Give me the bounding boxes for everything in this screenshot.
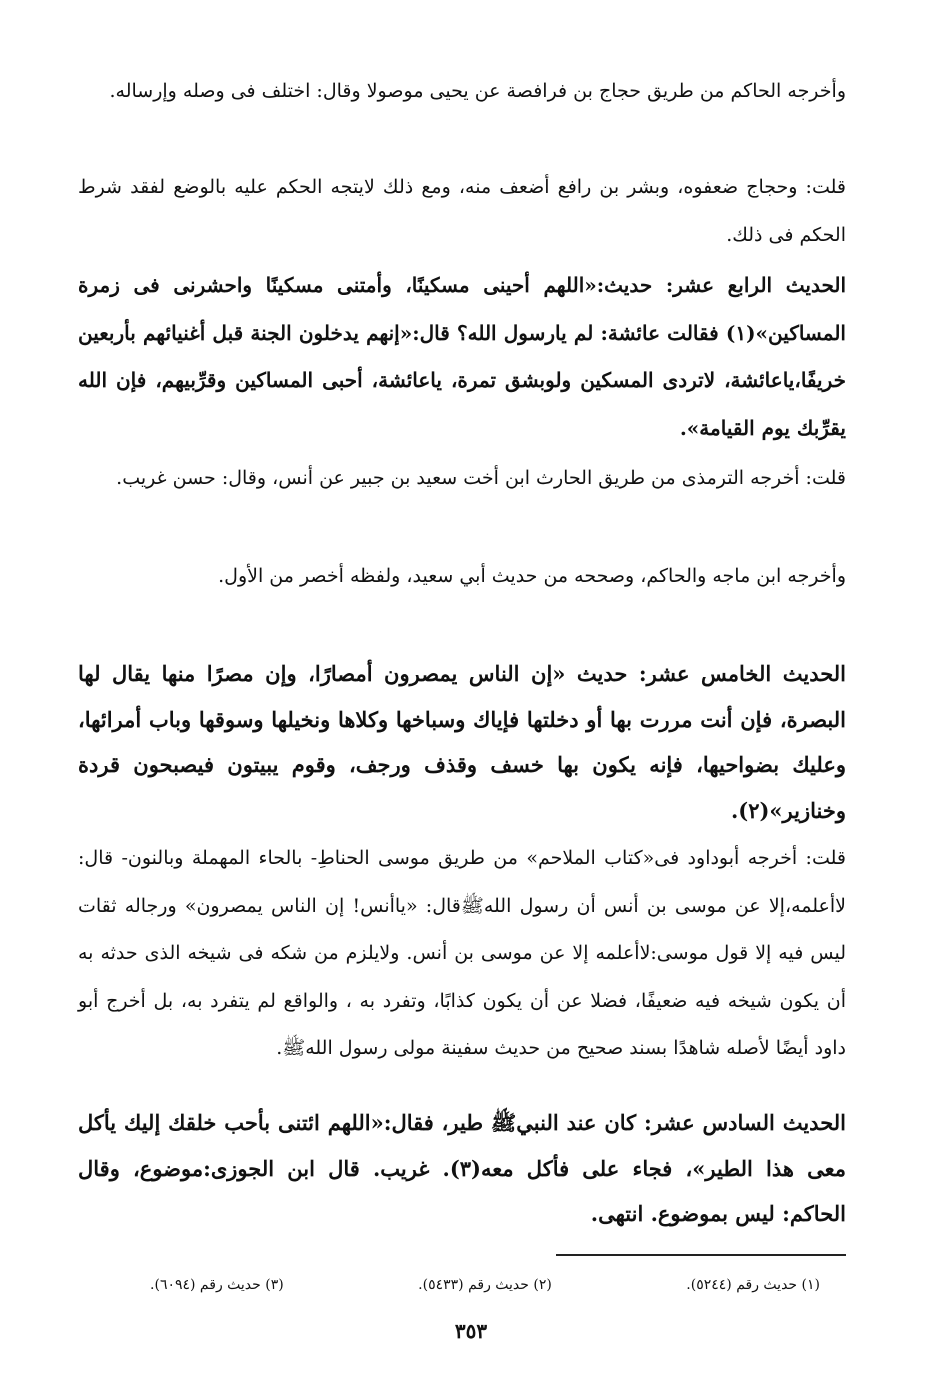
footnote-2: (٢) حديث رقم (٥٤٣٣). xyxy=(418,1277,552,1293)
paragraph-ibn-majah: وأخرجه ابن ماجه والحاكم، وصححه من حديث أبي سعيد، ولفظه أخصر من الأول. xyxy=(218,565,846,587)
paragraph-hadith-14: الحديث الرابع عشر: حديث:«اللهم أحينى مسكينًا، وأمتنى مسكينًا واحشرنى فى زمرة المساكين»(١) فقالت عائشة: لم يارسول الله؟ قال:«إنهم يدخلون الجنة قبل أغنيائهم بأربعين خريفًا،ياعائشة، لاتردى المسكين ولوبشق تمرة، ياعائشة، أحبى المساكين وقرِّبيهم، فإن الله يقرِّبك يوم القيامة». xyxy=(78,273,846,440)
page-number: ٣٥٣ xyxy=(454,1319,488,1343)
paragraph-hadith-15: الحديث الخامس عشر: حديث «إن الناس يمصرون أمصارًا، وإن مصرًا منها يقال لها البصرة، فإن أنت مررت بها أو دخلتها فإياك وسباخها وكلاها ونخيلها وسوقها وباب أمرائها، وعليك بضواحيها، فإنه يكون بها خسف وقذف ورجف، وقوم يبيتون فيصبحون قردة وخنازير»(٢). xyxy=(78,661,846,823)
footnote-3: (٣) حديث رقم (٦٠٩٤). xyxy=(150,1277,284,1293)
paragraph-comment-abu-dawud: قلت: أخرجه أبوداود فى«كتاب الملاحم» من طريق موسى الحناطِ- بالحاء المهملة وبالنون- قال: لاأعلمه،إلا عن موسى بن أنس أن رسول اللهﷺقال: «ياأنس! إن الناس يمصرون» ورجاله ثقات ليس فيه إلا قول موسى:لاأعلمه إلا عن موسى بن أنس. ولايلزم من شكه فى شيخه الذى حدثه به أن يكون شيخه فيه ضعيفًا، فضلا عن أن يكون كذابًا، وتفرد به ، والواقع لم يتفرد به، بل أخرج أبو داود أيضًا لأصله شاهدًا بسند صحيح من حديث سفينة مولى رسول اللهﷺ. xyxy=(78,847,846,1059)
footnotes xyxy=(150,1275,820,1295)
footnote-divider xyxy=(556,1254,846,1256)
footnote-1: (١) حديث رقم (٥٢٤٤). xyxy=(686,1277,820,1293)
paragraph-comment-tirmidhi: قلت: أخرجه الترمذى من طريق الحارث ابن أخت سعيد بن جبير عن أنس، وقال: حسن غريب. xyxy=(116,467,846,489)
paragraph-hakim-narration: وأخرجه الحاكم من طريق حجاج بن فرافصة عن يحيى موصولا وقال: اختلف فى وصله وإرساله. xyxy=(109,80,846,102)
paragraph-comment-hajjaj: قلت: وحجاج ضعفوه، وبشر بن رافع أضعف منه، ومع ذلك لايتجه الحكم عليه بالوضع لفقد شرط الحكم فى ذلك. xyxy=(78,176,846,246)
paragraph-hadith-16: الحديث السادس عشر: كان عند النبيﷺ طير، فقال:«اللهم ائتنى بأحب خلقك إليك يأكل معى هذا الطير»، فجاء على فأكل معه(٣). غريب. قال ابن الجوزى:موضوع، وقال الحاكم: ليس بموضوع. انتهى. xyxy=(78,1110,846,1226)
